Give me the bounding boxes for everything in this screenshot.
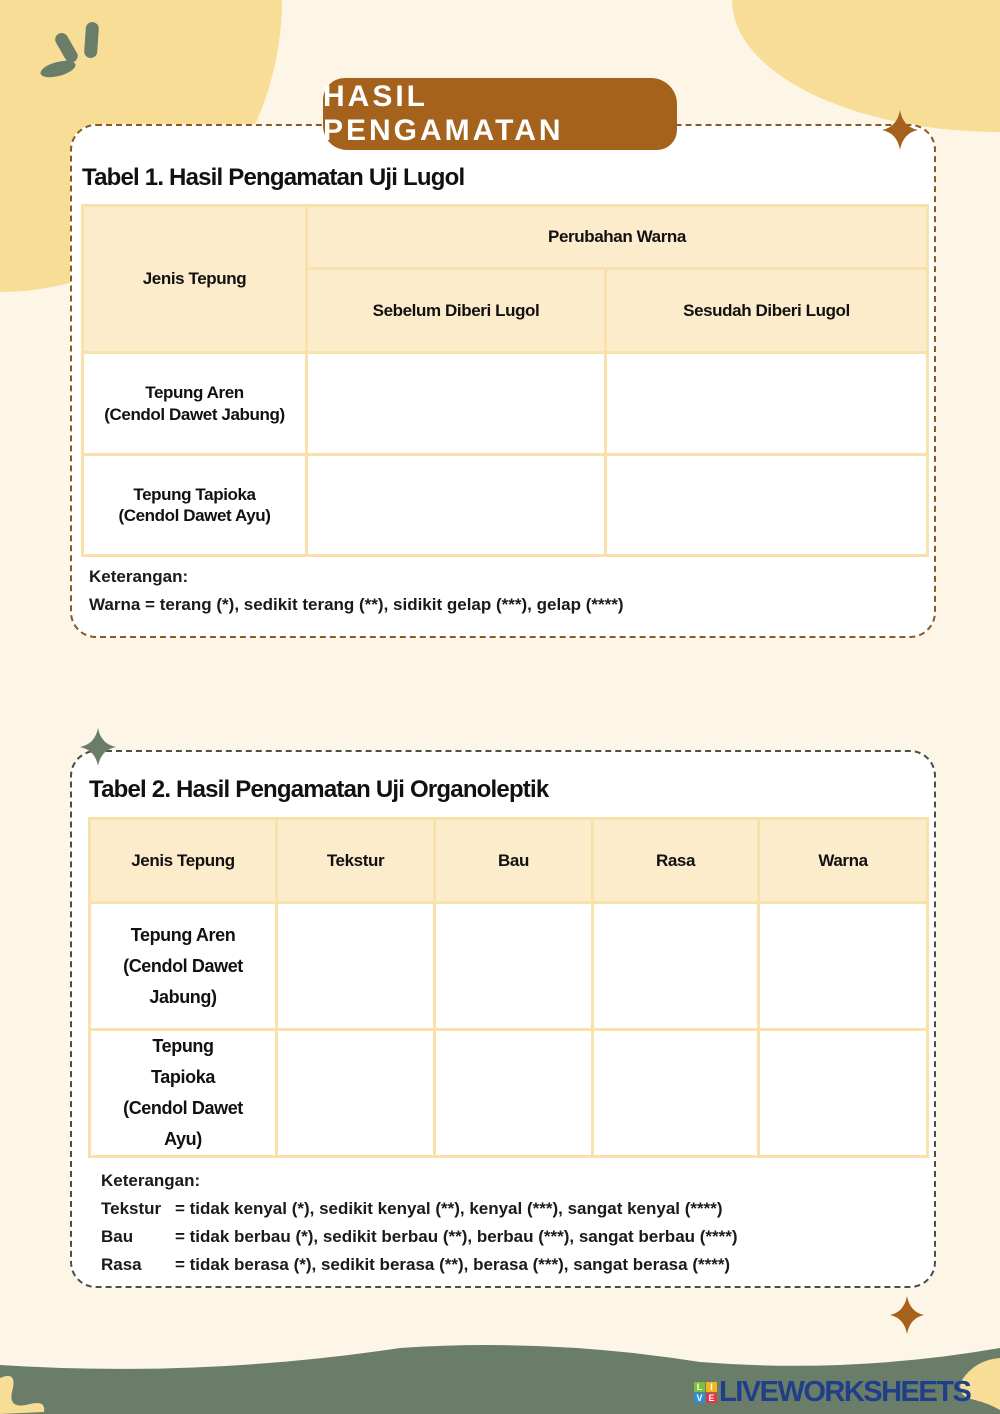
brand-text: LIVEWORKSHEETS xyxy=(719,1376,971,1408)
star-icon xyxy=(882,110,918,150)
answer-cell[interactable] xyxy=(606,353,928,455)
row-label xyxy=(83,353,307,455)
header-tekstur: Tekstur xyxy=(277,819,435,903)
header-sebelum: Sebelum Diberi Lugol xyxy=(307,269,606,353)
answer-cell[interactable] xyxy=(277,903,435,1030)
table1-title: Tabel 1. Hasil Pengamatan Uji Lugol xyxy=(82,164,465,191)
row-name: Tepung Aren xyxy=(145,383,244,403)
table1-notes xyxy=(89,563,624,619)
liveworksheets-logo[interactable] xyxy=(694,1376,970,1409)
row-sub: (Cendol Dawet Ayu) xyxy=(118,506,271,525)
answer-cell[interactable] xyxy=(435,903,593,1030)
answer-cell[interactable] xyxy=(593,903,759,1030)
header-jenis-tepung: Jenis Tepung xyxy=(90,819,277,903)
table-row xyxy=(90,903,928,1030)
page-title: HASIL PENGAMATAN xyxy=(323,78,677,150)
header-rasa: Rasa xyxy=(593,819,759,903)
logo-icon xyxy=(694,1382,717,1403)
row-label xyxy=(83,455,307,556)
table-row xyxy=(83,455,928,556)
answer-cell[interactable] xyxy=(593,1030,759,1157)
note-key: Bau xyxy=(101,1227,134,1246)
answer-cell[interactable] xyxy=(307,455,606,556)
note-text: = tidak kenyal (*), sedikit kenyal (**), kenyal (***), sangat kenyal (****) xyxy=(175,1199,723,1218)
note-line xyxy=(101,1223,738,1251)
row-label: Tepung Tapioka (Cendol Dawet Ayu) xyxy=(90,1030,277,1157)
note-key: Tekstur xyxy=(101,1199,162,1218)
table2 xyxy=(88,817,929,1158)
logo-letter: L xyxy=(694,1382,705,1392)
header-warna: Warna xyxy=(759,819,928,903)
header-sesudah: Sesudah Diberi Lugol xyxy=(606,269,928,353)
answer-cell[interactable] xyxy=(435,1030,593,1157)
answer-cell[interactable] xyxy=(606,455,928,556)
answer-cell[interactable] xyxy=(759,1030,928,1157)
logo-letter: V xyxy=(694,1393,705,1403)
table-row xyxy=(90,1030,928,1157)
notes-label: Keterangan: xyxy=(89,567,189,586)
notes-text: Warna = terang (*), sedikit terang (**), sidikit gelap (***), gelap (****) xyxy=(89,595,624,614)
answer-cell[interactable] xyxy=(759,903,928,1030)
note-text: = tidak berasa (*), sedikit berasa (**), berasa (***), sangat berasa (****) xyxy=(175,1255,731,1274)
sparkle-lines-icon xyxy=(38,18,108,82)
decor-blob-right xyxy=(732,0,1000,132)
star-icon xyxy=(890,1296,924,1334)
header-perubahan-warna: Perubahan Warna xyxy=(307,206,928,269)
header-jenis-tepung: Jenis Tepung xyxy=(83,206,307,353)
note-line xyxy=(101,1195,738,1223)
notes-label: Keterangan: xyxy=(101,1171,201,1190)
row-sub: (Cendol Dawet Jabung) xyxy=(104,404,285,424)
table2-notes xyxy=(101,1167,738,1279)
note-line xyxy=(101,1251,738,1279)
table1 xyxy=(81,204,929,557)
header-bau: Bau xyxy=(435,819,593,903)
answer-cell[interactable] xyxy=(277,1030,435,1157)
table2-title: Tabel 2. Hasil Pengamatan Uji Organoleptik xyxy=(89,776,549,803)
note-text: = tidak berbau (*), sedikit berbau (**), berbau (***), sangat berbau (****) xyxy=(175,1227,738,1246)
note-key: Rasa xyxy=(101,1255,142,1274)
star-icon xyxy=(80,728,116,766)
logo-letter: E xyxy=(706,1393,717,1403)
row-name: Tepung Tapioka xyxy=(133,484,256,504)
logo-letter: I xyxy=(706,1382,717,1392)
row-label: Tepung Aren (Cendol Dawet Jabung) xyxy=(90,903,277,1030)
answer-cell[interactable] xyxy=(307,353,606,455)
table-row xyxy=(83,353,928,455)
